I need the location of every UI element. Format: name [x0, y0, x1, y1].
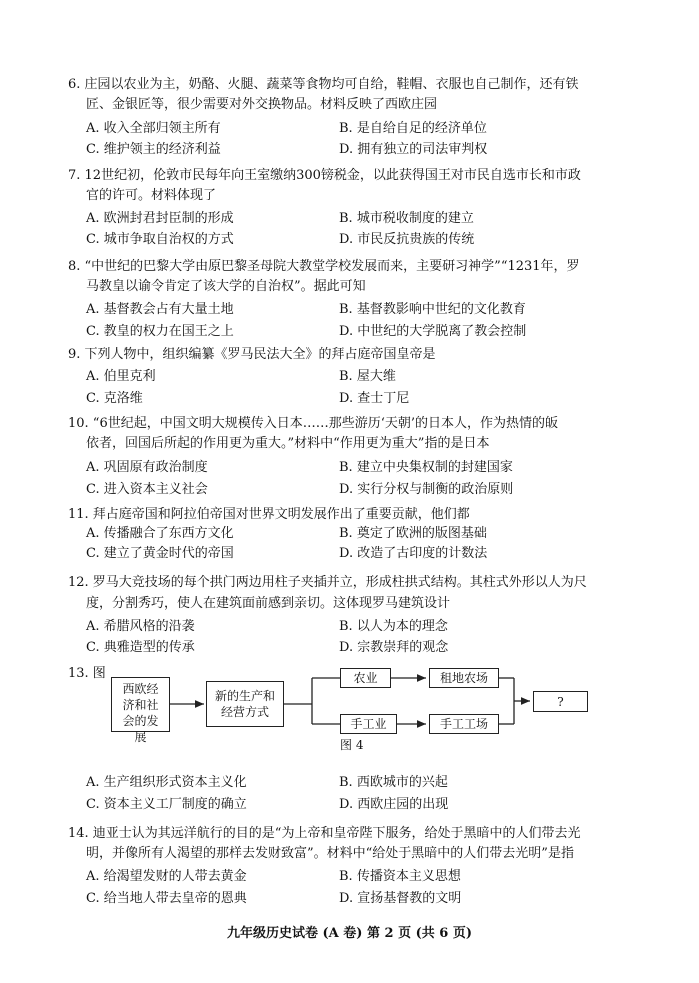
diagram-box-question: ?	[533, 691, 588, 712]
q7-stem-line2: 官的许可。材料体现了	[86, 188, 217, 203]
q8-stem-line1: 8. “中世纪的巴黎大学由原巴黎圣母院大教堂学校发展而来，主要研习神学”“1231年，罗	[68, 259, 580, 274]
q14-option-d: D. 宣扬基督教的文明	[339, 891, 462, 906]
q6-stem-line2: 匠、金银匠等，很少需要对外交换物品。材料反映了西欧庄园	[86, 97, 438, 112]
q7-option-c: C. 城市争取自治权的方式	[86, 232, 234, 247]
diagram-box-handicraft: 手工业	[340, 714, 397, 734]
q9-option-d: D. 查士丁尼	[339, 391, 410, 406]
q14-stem-line1: 14. 迪亚士认为其远洋航行的目的是“为上帝和皇帝陛下服务，给处于黑暗中的人们带去光	[68, 826, 581, 841]
page-footer: 九年级历史试卷 (A 卷) 第 2 页 (共 6 页)	[227, 926, 472, 941]
diagram-caption: 图 4	[340, 738, 364, 752]
q6-option-a: A. 收入全部归领主所有	[86, 121, 221, 136]
q14-stem-line2: 明，并像所有人渴望的那样去发财致富”。材料中“给处于黑暗中的人们带去光明”是指	[86, 846, 574, 861]
q12-option-c: C. 典雅造型的传承	[86, 640, 195, 655]
q10-stem-line1: 10. “6世纪起，中国文明大规模传入日本……那些游历‘天朝’的日本人，作为热情的皈	[68, 416, 558, 431]
q12-option-b: B. 以人为本的理念	[339, 619, 448, 634]
q11-stem-line1: 11. 拜占庭帝国和阿拉伯帝国对世界文明发展作出了重要贡献，他们都	[68, 507, 470, 522]
diagram-box-workshop: 手工工场	[429, 714, 499, 734]
q6-option-d: D. 拥有独立的司法审判权	[339, 142, 488, 157]
q7-option-b: B. 城市税收制度的建立	[339, 211, 474, 226]
q10-option-c: C. 进入资本主义社会	[86, 482, 208, 497]
q6-option-b: B. 是自给自足的经济单位	[339, 121, 487, 136]
diagram-box-economy: 西欧经济和社会的发展	[111, 677, 170, 732]
q9-option-a: A. 伯里克利	[86, 369, 156, 384]
q7-option-d: D. 市民反抗贵族的传统	[339, 232, 475, 247]
q10-stem-line2: 依者，回国后所起的作用更为重大。”材料中“作用更为重大”指的是日本	[86, 436, 490, 451]
q13-option-a: A. 生产组织形式资本主义化	[86, 775, 247, 790]
q8-stem-line2: 马教皇以谕令肯定了该大学的自治权”。据此可知	[86, 279, 366, 294]
q9-stem-line1: 9. 下列人物中，组织编纂《罗马民法大全》的拜占庭帝国皇帝是	[68, 347, 436, 362]
q13-option-c: C. 资本主义工厂制度的确立	[86, 797, 247, 812]
q8-option-d: D. 中世纪的大学脱离了教会控制	[339, 324, 527, 339]
q7-stem-line1: 7. 12世纪初，伦敦市民每年向王室缴纳300镑税金，以此获得国王对市民自选市长和市政	[68, 168, 581, 183]
q12-stem-line2: 度，分割秀巧，使人在建筑面前感到亲切。这体现罗马建筑设计	[86, 596, 451, 611]
q8-option-c: C. 教皇的权力在国王之上	[86, 324, 234, 339]
q13-option-b: B. 西欧城市的兴起	[339, 775, 448, 790]
q12-option-a: A. 希腊风格的沿袭	[86, 619, 195, 634]
q9-option-b: B. 屋大维	[339, 369, 396, 384]
diagram-box-leased-farm: 租地农场	[429, 668, 499, 688]
q9-option-c: C. 克洛维	[86, 391, 143, 406]
q12-stem-line1: 12. 罗马大竞技场的每个拱门两边用柱子夹插并立，形成柱拱式结构。其柱式外形以人为尺	[68, 575, 587, 590]
diagram-box-agriculture: 农业	[340, 668, 391, 688]
q14-option-b: B. 传播资本主义思想	[339, 869, 461, 884]
q8-option-b: B. 基督教影响中世纪的文化教育	[339, 302, 526, 317]
q11-option-b: B. 奠定了欧洲的版图基础	[339, 526, 487, 541]
q6-option-c: C. 维护领主的经济利益	[86, 142, 221, 157]
q10-option-b: B. 建立中央集权制的封建国家	[339, 460, 513, 475]
diagram-box-new-methods: 新的生产和经营方式	[206, 681, 284, 727]
q13-label: 13. 图	[68, 666, 106, 681]
q11-option-d: D. 改造了古印度的计数法	[339, 546, 488, 561]
q7-option-a: A. 欧洲封君封臣制的形成	[86, 211, 234, 226]
q11-option-c: C. 建立了黄金时代的帝国	[86, 546, 234, 561]
q6-stem-line1: 6. 庄园以农业为主，奶酪、火腿、蔬菜等食物均可自给，鞋帽、衣服也自己制作，还有铁	[68, 77, 579, 92]
q10-option-a: A. 巩固原有政治制度	[86, 460, 208, 475]
q13-option-d: D. 西欧庄园的出现	[339, 797, 449, 812]
q11-option-a: A. 传播融合了东西方文化	[86, 526, 234, 541]
q12-option-d: D. 宗教崇拜的观念	[339, 640, 449, 655]
q14-option-a: A. 给渴望发财的人带去黄金	[86, 869, 247, 884]
q10-option-d: D. 实行分权与制衡的政治原则	[339, 482, 514, 497]
q14-option-c: C. 给当地人带去皇帝的恩典	[86, 891, 247, 906]
q8-option-a: A. 基督教会占有大量土地	[86, 302, 234, 317]
